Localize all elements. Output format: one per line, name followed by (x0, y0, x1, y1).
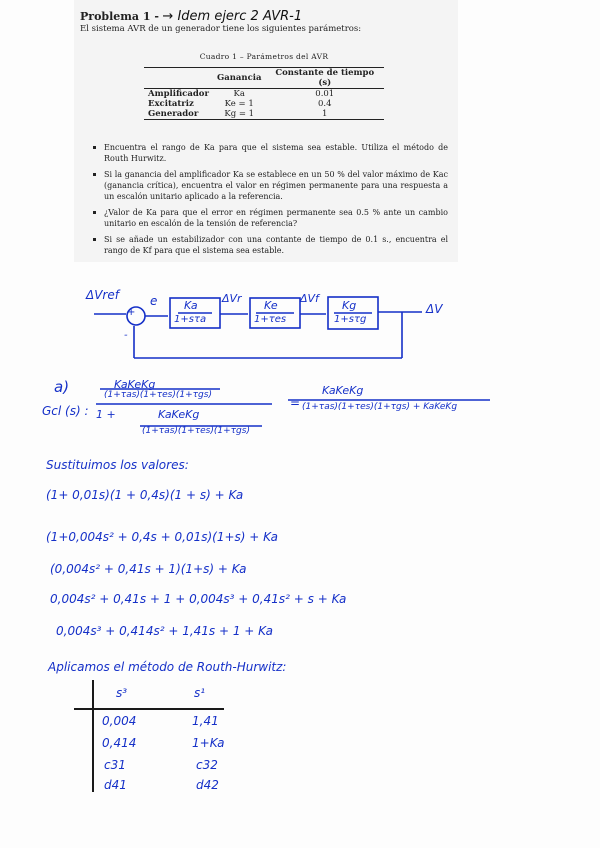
table-cell: 0.4 (317, 99, 332, 109)
table-cell: Amplificador (148, 89, 209, 99)
rhs-numerator: KaKeKg (322, 384, 364, 397)
feedback-minus-sign: - (124, 330, 128, 341)
output-label: ΔV (426, 302, 443, 316)
table-cell: Ke = 1 (224, 99, 254, 109)
table-cell: 1 (322, 109, 328, 119)
problem-intro: El sistema AVR de un generador tiene los siguientes parámetros: (80, 24, 362, 34)
frac-one-plus: 1 + (96, 408, 116, 421)
routh-cell: 1+Ka (192, 736, 225, 750)
signal-vr-label: ΔVr (222, 292, 242, 305)
part-label: a) (54, 378, 70, 396)
rhs-denominator: (1+τas)(1+τes)(1+τgs) + KaKeKg (302, 402, 458, 412)
exciter-numerator: Ke (264, 299, 278, 312)
table-caption: Cuadro 1 – Parámetros del AVR (199, 52, 329, 61)
equals-sign: = (290, 396, 301, 410)
routh-vertical-line (92, 680, 94, 792)
gcl-label: Gcl (s) : (42, 404, 89, 418)
frac-numerator: KaKeKg (114, 378, 156, 391)
routh-cell: d42 (196, 778, 219, 792)
exciter-denominator: 1+τes (254, 314, 287, 325)
list-item: Si se añade un estabilizador con una contante de tiempo de 0.1 s., encuentra el rango de Kf para que el sistema sea estable. (92, 234, 448, 256)
list-item: ¿Valor de Ka para que el error en régimen permanente sea 0.5 % ante un cambio unitario en escalón de la tensión de referencia? (92, 207, 448, 229)
frac-numerator-den: (1+τas)(1+τes)(1+τgs) (104, 390, 212, 400)
amplifier-numerator: Ka (184, 299, 198, 312)
routh-cell: c31 (104, 758, 126, 772)
routh-cell: 1,41 (192, 714, 219, 728)
substitute-text: Sustituimos los valores: (46, 458, 189, 472)
list-item: Si la ganancia del amplificador Ka se establece en un 50 % del valor máximo de Kac (ganancia crítica), encuentra el valor en régimen permanente para una respuesta a un escalón unitario aplicado a la referencia. (92, 169, 448, 202)
sum-plus-sign: + (127, 307, 136, 318)
step-line: (1+0,004s² + 0,4s + 0,01s)(1+s) + Ka (46, 530, 278, 544)
routh-text: Aplicamos el método de Routh-Hurwitz: (48, 660, 287, 674)
signal-vf-label: ΔVf (300, 292, 319, 305)
routh-horizontal-line (74, 708, 224, 710)
table-header: Ganancia (216, 73, 262, 83)
frac-bottom-numerator: KaKeKg (158, 408, 200, 421)
routh-header: s³ (116, 686, 128, 700)
step-line: (1+ 0,01s)(1 + 0,4s)(1 + s) + Ka (46, 488, 244, 502)
amplifier-denominator: 1+sτa (174, 314, 207, 325)
frac-bottom-denominator: (1+τas)(1+τes)(1+τgs) (142, 426, 250, 436)
problem-title: Problema 1 - (80, 10, 159, 23)
table-cell: Excitatriz (148, 99, 194, 109)
generator-numerator: Kg (342, 299, 357, 312)
table-cell: Kg = 1 (224, 109, 255, 119)
routh-cell: c32 (196, 758, 218, 772)
routh-cell: 0,004 (102, 714, 137, 728)
error-label: e (150, 294, 158, 308)
list-item: Encuentra el rango de Ka para que el sistema sea estable. Utiliza el método de Routh Hurwitz. (92, 142, 448, 164)
table-cell: Generador (148, 109, 199, 119)
routh-header: s¹ (194, 686, 206, 700)
input-label: ΔVref (86, 288, 119, 302)
step-line: 0,004s² + 0,41s + 1 + 0,004s³ + 0,41s² + s + Ka (50, 592, 347, 606)
table-cell: Ka (233, 89, 245, 99)
table-cell: 0.01 (315, 89, 335, 99)
generator-denominator: 1+sτg (334, 314, 367, 325)
routh-cell: 0,414 (102, 736, 137, 750)
routh-cell: d41 (104, 778, 127, 792)
step-line: 0,004s³ + 0,414s² + 1,41s + 1 + Ka (56, 624, 273, 638)
step-line: (0,004s² + 0,41s + 1)(1+s) + Ka (50, 562, 247, 576)
handwritten-note: → Idem ejerc 2 AVR-1 (162, 9, 303, 24)
table-header: Constante de tiempo (s) (275, 68, 375, 88)
